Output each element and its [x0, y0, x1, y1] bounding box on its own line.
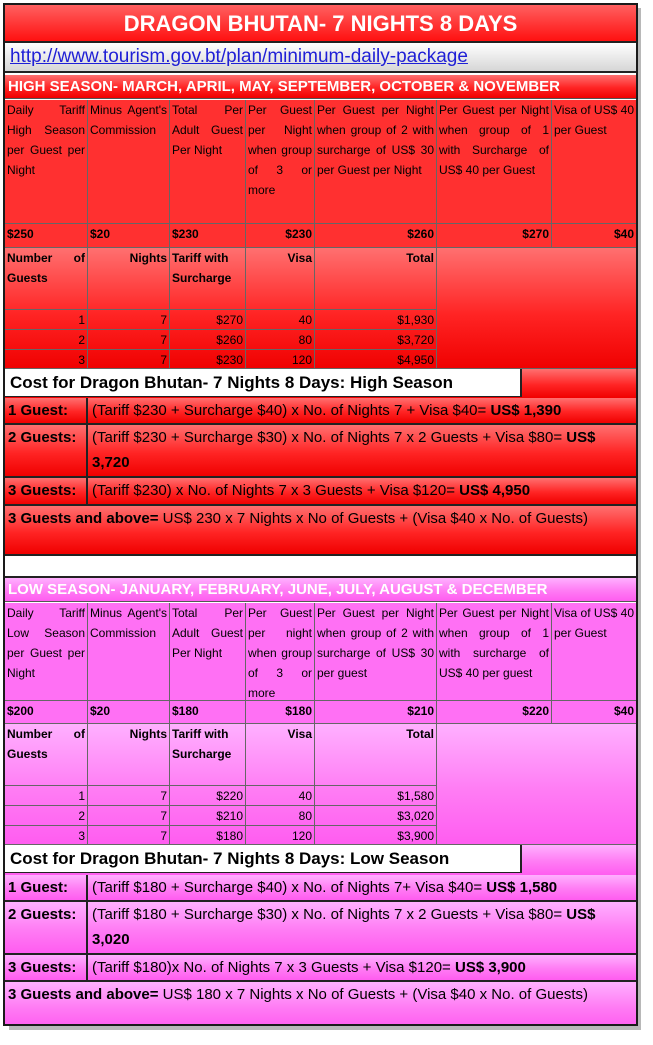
high-row3-visa: 120: [246, 350, 315, 369]
high-row3-guests: 3: [5, 350, 88, 369]
low-calc-header-tariff: Tariff with Surcharge: [170, 724, 246, 786]
high-row2-visa: 80: [246, 330, 315, 350]
high-above-text: US$ 230 x 7 Nights x No of Guests + (Visa $40 x No. of Guests): [158, 510, 588, 527]
link-row: [5, 43, 636, 73]
low-value-group2: $210: [315, 701, 437, 724]
high-cost-3-label: 3 Guests:: [5, 478, 88, 504]
low-cost-1-formula: (Tariff $180 + Surcharge $40) x No. of Nights 7+ Visa $40=: [92, 879, 487, 896]
high-calc-header-tariff: Tariff with Surcharge: [170, 248, 246, 310]
low-calc-header-guests: Number of Guests: [5, 724, 88, 786]
low-header-group3: Per Guest per night when group of 3 or more: [246, 603, 315, 701]
high-cost-above: [5, 506, 636, 556]
low-header-daily-tariff: Daily Tariff Low Season per Guest per Night: [5, 603, 88, 701]
low-row3-nights: 7: [88, 826, 170, 845]
low-row2-guests: 2: [5, 806, 88, 826]
high-cost-3-formula: (Tariff $230) x No. of Nights 7 x 3 Guests + Visa $120=: [92, 482, 460, 499]
high-cost-2-formula: (Tariff $230 + Surcharge $30) x No. of Nights 7 x 2 Guests + Visa $80=: [92, 429, 567, 446]
high-row2-tariff: $260: [170, 330, 246, 350]
high-cost-3-total: US$ 4,950: [459, 482, 531, 499]
low-row2-tariff: $210: [170, 806, 246, 826]
high-value-daily-tariff: $250: [5, 224, 88, 248]
low-cost-title-row: [5, 845, 636, 875]
low-calc-header-visa: Visa: [246, 724, 315, 786]
high-row2-total: $3,720: [315, 330, 437, 350]
low-cost-3-formula: (Tariff $180)x No. of Nights 7 x 3 Guests + Visa $120=: [92, 959, 455, 976]
low-row2-nights: 7: [88, 806, 170, 826]
low-above-text: US$ 180 x 7 Nights x No of Guests + (Visa $40 x No. of Guests): [158, 986, 588, 1003]
low-value-visa: $40: [552, 701, 636, 724]
high-header-group3: Per Guest per Night when group of 3 or more: [246, 100, 315, 224]
low-header-group1: Per Guest per Night when group of 1 with surcharge of US$ 40 per guest: [437, 603, 552, 701]
high-header-daily-tariff: Daily Tariff High Season per Guest per Night: [5, 100, 88, 224]
low-header-commission: Minus Agent's Commission: [88, 603, 170, 701]
section-divider: [5, 556, 636, 578]
high-calc-header-visa: Visa: [246, 248, 315, 310]
high-row3-tariff: $230: [170, 350, 246, 369]
low-calc-table: [5, 724, 636, 845]
high-cost-1-formula: (Tariff $230 + Surcharge $40) x No. of Nights 7 + Visa $40=: [92, 402, 491, 419]
high-row1-visa: 40: [246, 310, 315, 330]
high-above-label: 3 Guests and above=: [8, 510, 159, 527]
low-row3-visa: 120: [246, 826, 315, 845]
high-header-total: Total Per Adult Guest Per Night: [170, 100, 246, 224]
low-cost-1-label: 1 Guest:: [5, 875, 88, 900]
low-row1-total: $1,580: [315, 786, 437, 806]
low-cost-2-formula: (Tariff $180 + Surcharge $30) x No. of Nights 7 x 2 Guests + Visa $80=: [92, 906, 567, 923]
low-cost-1-total: US$ 1,580: [486, 879, 558, 896]
high-value-group3: $230: [246, 224, 315, 248]
high-value-group2: $260: [315, 224, 437, 248]
high-calc-header-total: Total: [315, 248, 437, 310]
low-row3-guests: 3: [5, 826, 88, 845]
high-cost-1-guest: [5, 398, 636, 425]
high-cost-2-total: US$ 3,720: [92, 429, 596, 471]
low-row2-total: $3,020: [315, 806, 437, 826]
high-cost-1-total: US$ 1,390: [490, 402, 562, 419]
low-calc-header-nights: Nights: [88, 724, 170, 786]
high-row1-total: $1,930: [315, 310, 437, 330]
low-calc-blank: [437, 724, 636, 845]
tourism-link[interactable]: http://www.tourism.gov.bt/plan/minimum-daily-package: [10, 46, 468, 67]
low-header-total: Total Per Adult Guest Per Night: [170, 603, 246, 701]
low-cost-2-label: 2 Guests:: [5, 902, 88, 953]
low-value-group1: $220: [437, 701, 552, 724]
low-cost-3-total: US$ 3,900: [454, 959, 526, 976]
high-cost-1-label: 1 Guest:: [5, 398, 88, 423]
low-cost-above: [5, 982, 636, 1026]
high-cost-3-guests: [5, 478, 636, 506]
high-cost-2-guests: [5, 425, 636, 478]
low-cost-title: Cost for Dragon Bhutan- 7 Nights 8 Days: Low Season: [5, 845, 522, 873]
high-value-commission: $20: [88, 224, 170, 248]
high-row3-nights: 7: [88, 350, 170, 369]
low-value-total: $180: [170, 701, 246, 724]
high-row2-guests: 2: [5, 330, 88, 350]
high-season-heading: HIGH SEASON- MARCH, APRIL, MAY, SEPTEMBER, OCTOBER & NOVEMBER: [5, 75, 636, 99]
high-header-visa: Visa of US$ 40 per Guest: [552, 100, 636, 224]
low-row1-tariff: $220: [170, 786, 246, 806]
low-above-label: 3 Guests and above=: [8, 986, 159, 1003]
low-cost-3-guests: [5, 955, 636, 982]
high-calc-header-nights: Nights: [88, 248, 170, 310]
low-season-heading: LOW SEASON- JANUARY, FEBRUARY, JUNE, JULY, AUGUST & DECEMBER: [5, 578, 636, 602]
low-row1-nights: 7: [88, 786, 170, 806]
high-value-group1: $270: [437, 224, 552, 248]
low-row3-tariff: $180: [170, 826, 246, 845]
high-header-group2: Per Guest per Night when group of 2 with surcharge of US$ 30 per Guest per Night: [315, 100, 437, 224]
low-header-visa: Visa of US$ 40 per Guest: [552, 603, 636, 701]
low-cost-3-label: 3 Guests:: [5, 955, 88, 980]
package-sheet: [3, 3, 638, 1026]
high-row2-nights: 7: [88, 330, 170, 350]
low-row2-visa: 80: [246, 806, 315, 826]
high-cost-title: Cost for Dragon Bhutan- 7 Nights 8 Days: High Season: [5, 369, 522, 397]
high-calc-header-guests: Number of Guests: [5, 248, 88, 310]
high-row1-guests: 1: [5, 310, 88, 330]
high-row1-nights: 7: [88, 310, 170, 330]
low-row1-visa: 40: [246, 786, 315, 806]
low-header-group2: Per Guest per Night when group of 2 with surcharge of US$ 30 per guest: [315, 603, 437, 701]
low-cost-1-guest: [5, 875, 636, 902]
high-rate-table: [5, 100, 636, 248]
high-header-commission: Minus Agent's Commission: [88, 100, 170, 224]
high-row3-total: $4,950: [315, 350, 437, 369]
low-cost-2-guests: [5, 902, 636, 955]
high-value-visa: $40: [552, 224, 636, 248]
high-cost-2-label: 2 Guests:: [5, 425, 88, 476]
low-value-commission: $20: [88, 701, 170, 724]
low-cost-2-total: US$ 3,020: [92, 906, 596, 948]
low-row3-total: $3,900: [315, 826, 437, 845]
high-cost-title-row: [5, 369, 636, 398]
high-value-total: $230: [170, 224, 246, 248]
high-calc-blank: [437, 248, 636, 369]
low-calc-header-total: Total: [315, 724, 437, 786]
high-row1-tariff: $270: [170, 310, 246, 330]
high-calc-table: [5, 248, 636, 369]
low-row1-guests: 1: [5, 786, 88, 806]
low-rate-table: [5, 603, 636, 724]
page-title: DRAGON BHUTAN- 7 NIGHTS 8 DAYS: [5, 5, 636, 43]
low-value-daily-tariff: $200: [5, 701, 88, 724]
high-header-group1: Per Guest per Night when group of 1 with Surcharge of US$ 40 per Guest: [437, 100, 552, 224]
low-value-group3: $180: [246, 701, 315, 724]
